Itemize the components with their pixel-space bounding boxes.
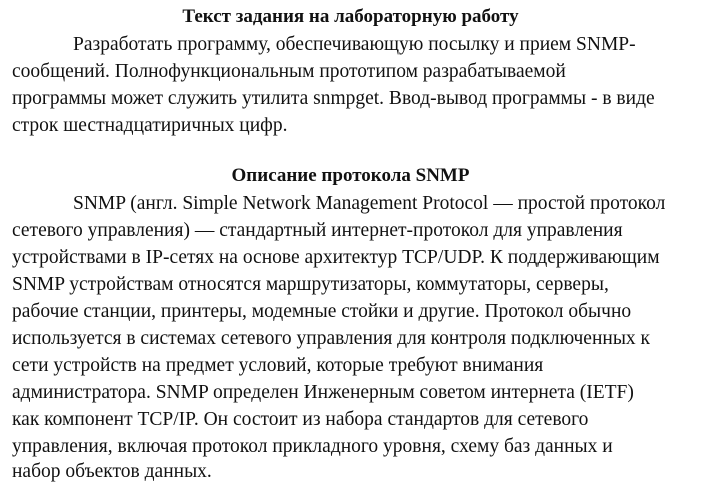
snmp-heading: Описание протокола SNMP (231, 165, 470, 186)
snmp-line-11: набор объектов данных. (12, 461, 212, 482)
snmp-line-2: сетевого управления) — стандартный интернет-протокол для управления (12, 220, 623, 241)
snmp-line-8: администратора. SNMP определен Инженерным советом интернета (IETF) (12, 382, 634, 403)
snmp-line-5: рабочие станции, принтеры, модемные стойки и другие. Протокол обычно (12, 301, 632, 322)
snmp-line-10: управления, включая протокол прикладного уровня, схему баз данных и (12, 436, 613, 457)
task-line-1: Разработать программу, обеспечивающую посылку и прием SNMP- (73, 34, 636, 55)
snmp-line-6: используется в системах сетевого управления для контроля подключенных к (12, 328, 651, 349)
snmp-line-4: SNMP устройствам относятся маршрутизаторы, коммутаторы, серверы, (12, 274, 609, 295)
snmp-line-9: как компонент TCP/IP. Он состоит из набора стандартов для сетевого (12, 409, 589, 430)
task-heading: Текст задания на лабораторную работу (182, 6, 519, 27)
task-line-4: строк шестнадцатиричных цифр. (12, 115, 288, 136)
task-line-2: сообщений. Полнофункциональным прототипом разрабатываемой (12, 61, 566, 82)
snmp-line-3: устройствами в IP-сетях на основе архитектур TCP/UDP. К поддерживающим (12, 247, 660, 268)
snmp-line-1: SNMP (англ. Simple Network Management Protocol — простой протокол (73, 193, 666, 214)
snmp-line-7: сети устройств на предмет условий, которые требуют внимания (12, 355, 544, 376)
task-line-3: программы может служить утилита snmpget. Ввод-вывод программы - в виде (12, 88, 655, 109)
